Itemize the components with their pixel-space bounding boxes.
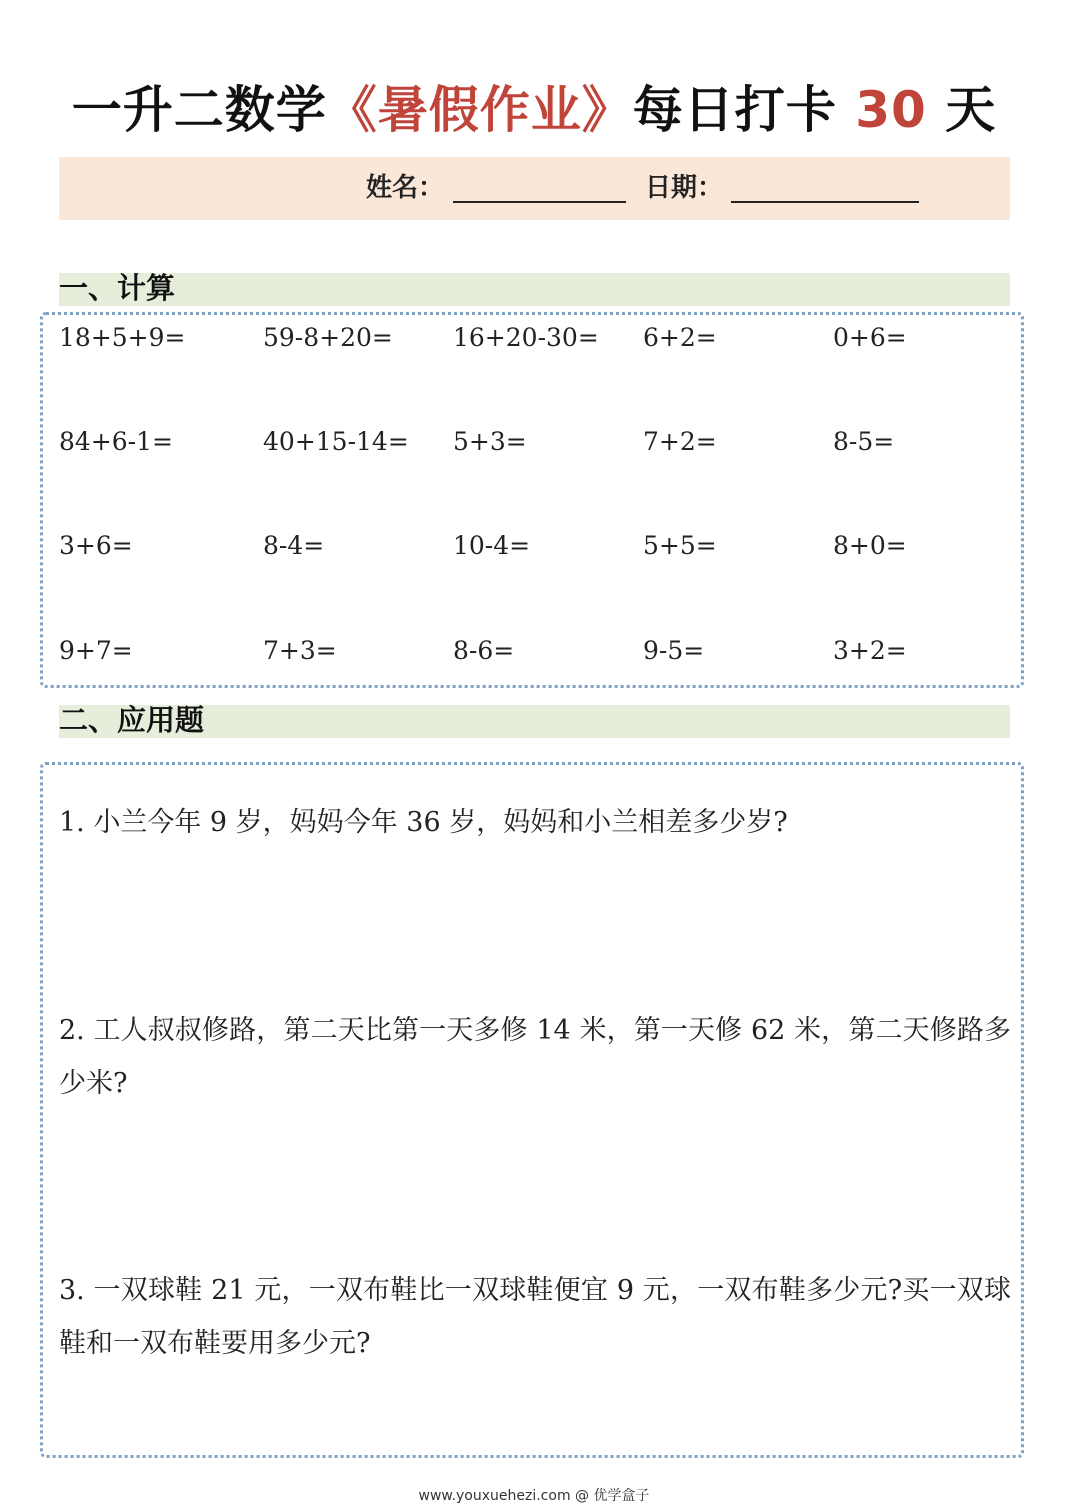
calc-item: 59-8+20= [263,323,393,352]
calc-item: 7+2= [643,427,717,456]
name-blank[interactable] [453,201,626,203]
date-blank[interactable] [731,201,919,203]
section-header-calc [59,273,1010,306]
calc-item: 16+20-30= [453,323,599,352]
date-label: 日期： [645,173,724,203]
calc-item: 0+6= [833,323,907,352]
word-problem-2: 2. 工人叔叔修路，第二天比第一天多修 14 米，第一天修 62 米，第二天修路多少米? [59,1015,1011,1099]
calc-item: 8-6= [453,636,515,665]
page-title [0,78,1068,142]
calc-item: 84+6-1= [59,427,173,456]
calc-item: 5+3= [453,427,527,456]
calc-item: 10-4= [453,531,531,560]
calc-item: 9+7= [59,636,133,665]
name-label: 姓名： [366,173,445,203]
title-subject: 一升二数学 [71,81,327,139]
word-problem-1: 1. 小兰今年 9 岁，妈妈今年 36 岁，妈妈和小兰相差多少岁? [59,807,788,838]
section-header-word [59,705,1010,738]
calc-item: 3+2= [833,636,907,665]
calc-item: 7+3= [263,636,337,665]
title-workbook: 《暑假作业》 [326,81,633,139]
section-title-calc: 一、计算 [59,271,176,305]
calc-item: 3+6= [59,531,133,560]
student-info-bar [59,157,1010,220]
calc-box [40,312,1024,688]
word-problem-3: 3. 一双球鞋 21 元，一双布鞋比一双球鞋便宜 9 元，一双布鞋多少元?买一双球鞋和一双布鞋要用多少元? [59,1275,1011,1359]
footer-credit: www.youxuehezi.com @ 优学盒子 [418,1488,650,1504]
title-days-count: 30 [855,81,927,139]
calc-item: 18+5+9= [59,323,186,352]
title-days-unit: 天 [945,81,997,139]
section-title-word: 二、应用题 [59,703,205,737]
calc-item: 40+15-14= [263,427,409,456]
calc-item: 5+5= [643,531,717,560]
calc-item: 8-4= [263,531,325,560]
calc-item: 8-5= [833,427,895,456]
calc-item: 6+2= [643,323,717,352]
calc-item: 8+0= [833,531,907,560]
calc-item: 9-5= [643,636,705,665]
title-daily: 每日打卡 [632,81,837,139]
